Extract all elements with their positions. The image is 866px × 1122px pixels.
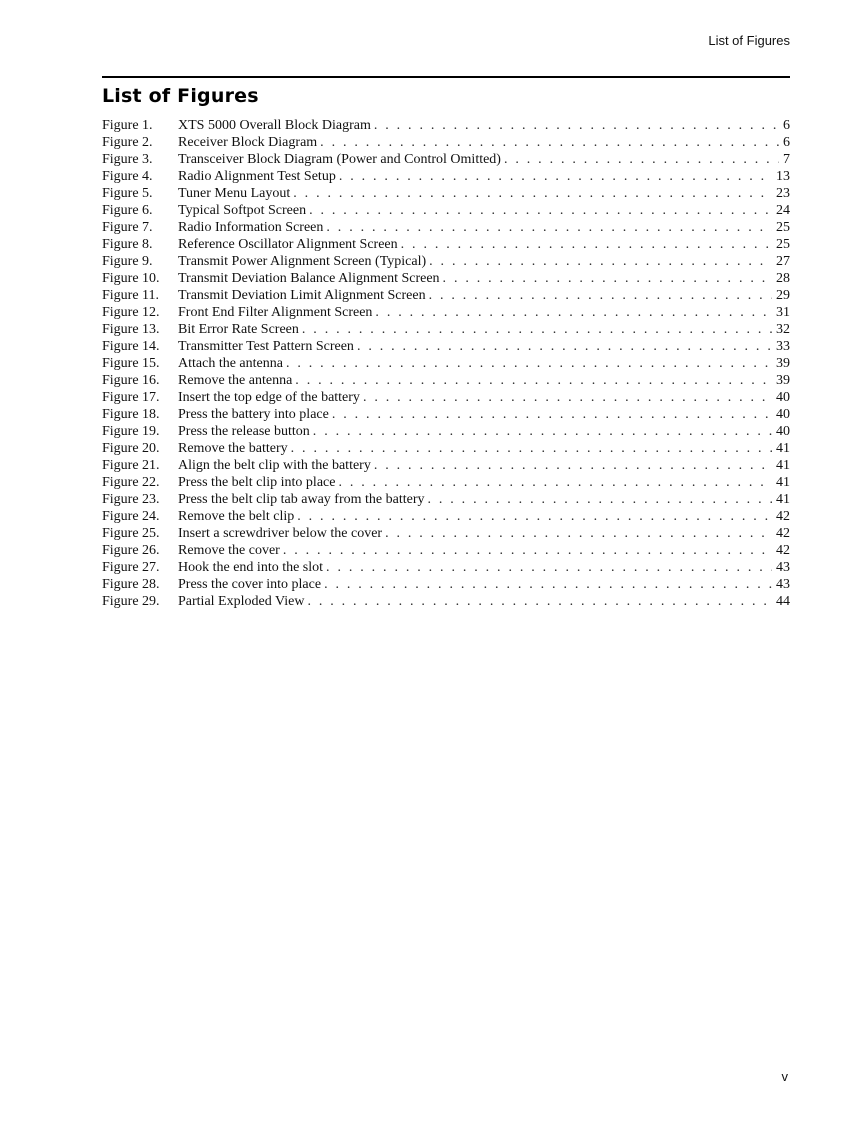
figure-title: Transmit Deviation Limit Alignment Screen	[178, 288, 426, 303]
figure-number: Figure 28.	[102, 577, 160, 592]
figure-page: 42	[776, 509, 790, 524]
figure-page: 41	[776, 441, 790, 456]
figure-number: Figure 7.	[102, 220, 153, 235]
figure-number: Figure 24.	[102, 509, 160, 524]
figure-number: Figure 19.	[102, 424, 160, 439]
figure-page: 13	[776, 169, 790, 184]
figure-page: 27	[776, 254, 790, 269]
dot-leader	[385, 525, 772, 542]
figure-page: 29	[776, 288, 790, 303]
figure-entry[interactable]	[102, 202, 790, 219]
figure-title: Transmitter Test Pattern Screen	[178, 339, 354, 354]
figure-title: Align the belt clip with the battery	[178, 458, 371, 473]
figure-number: Figure 25.	[102, 526, 160, 541]
section-title: List of Figures	[102, 85, 259, 107]
figure-page: 25	[776, 237, 790, 252]
figure-title: Press the belt clip tab away from the battery	[178, 492, 425, 507]
figure-title: Radio Information Screen	[178, 220, 324, 235]
dot-leader	[429, 287, 772, 304]
figure-entry[interactable]	[102, 287, 790, 304]
figure-title: Press the battery into place	[178, 407, 329, 422]
figure-entry[interactable]	[102, 406, 790, 423]
dot-leader	[291, 440, 772, 457]
figure-title: Partial Exploded View	[178, 594, 305, 609]
figure-number: Figure 22.	[102, 475, 160, 490]
dot-leader	[295, 372, 772, 389]
figure-page: 39	[776, 356, 790, 371]
figure-page: 42	[776, 543, 790, 558]
figure-entry[interactable]	[102, 253, 790, 270]
figure-entry[interactable]	[102, 525, 790, 542]
figure-number: Figure 9.	[102, 254, 153, 269]
figure-number: Figure 17.	[102, 390, 160, 405]
figure-entry[interactable]	[102, 372, 790, 389]
figure-number: Figure 11.	[102, 288, 160, 303]
figure-number: Figure 29.	[102, 594, 160, 609]
figure-page: 40	[776, 424, 790, 439]
header-rule	[102, 76, 790, 78]
running-header: List of Figures	[708, 33, 790, 48]
figure-entry[interactable]	[102, 151, 790, 168]
figure-title: Remove the antenna	[178, 373, 293, 388]
dot-leader	[313, 423, 772, 440]
figure-entry[interactable]	[102, 559, 790, 576]
figure-title: Remove the belt clip	[178, 509, 295, 524]
figure-title: Insert a screwdriver below the cover	[178, 526, 383, 541]
dot-leader	[286, 355, 772, 372]
figure-page: 44	[776, 594, 790, 609]
figure-title: Receiver Block Diagram	[178, 135, 318, 150]
figure-title: Remove the battery	[178, 441, 288, 456]
figure-entry[interactable]	[102, 491, 790, 508]
figure-entry[interactable]	[102, 168, 790, 185]
dot-leader	[374, 117, 779, 134]
dot-leader	[375, 304, 772, 321]
dot-leader	[324, 576, 772, 593]
figure-number: Figure 18.	[102, 407, 160, 422]
figure-number: Figure 15.	[102, 356, 160, 371]
figure-title: Tuner Menu Layout	[178, 186, 291, 201]
figure-list	[102, 117, 790, 610]
figure-number: Figure 21.	[102, 458, 160, 473]
figure-entry[interactable]	[102, 321, 790, 338]
figure-number: Figure 16.	[102, 373, 160, 388]
figure-entry[interactable]	[102, 134, 790, 151]
figure-page: 25	[776, 220, 790, 235]
figure-page: 24	[776, 203, 790, 218]
dot-leader	[401, 236, 772, 253]
figure-number: Figure 14.	[102, 339, 160, 354]
figure-page: 7	[783, 152, 790, 167]
figure-title: Radio Alignment Test Setup	[178, 169, 336, 184]
dot-leader	[307, 593, 772, 610]
figure-page: 31	[776, 305, 790, 320]
dot-leader	[302, 321, 772, 338]
figure-title: XTS 5000 Overall Block Diagram	[178, 118, 371, 133]
figure-page: 41	[776, 492, 790, 507]
dot-leader	[339, 168, 772, 185]
figure-number: Figure 3.	[102, 152, 153, 167]
figure-page: 6	[783, 118, 790, 133]
figure-page: 6	[783, 135, 790, 150]
figure-number: Figure 20.	[102, 441, 160, 456]
figure-entry[interactable]	[102, 304, 790, 321]
dot-leader	[283, 542, 772, 559]
figure-page: 42	[776, 526, 790, 541]
figure-page: 41	[776, 458, 790, 473]
dot-leader	[374, 457, 772, 474]
figure-page: 28	[776, 271, 790, 286]
figure-number: Figure 10.	[102, 271, 160, 286]
figure-entry[interactable]	[102, 355, 790, 372]
dot-leader	[326, 559, 772, 576]
figure-title: Insert the top edge of the battery	[178, 390, 360, 405]
dot-leader	[357, 338, 772, 355]
figure-page: 40	[776, 407, 790, 422]
figure-entry[interactable]	[102, 270, 790, 287]
figure-entry[interactable]	[102, 593, 790, 610]
figure-entry[interactable]	[102, 423, 790, 440]
figure-title: Transceiver Block Diagram (Power and Control Omitted)	[178, 152, 501, 167]
figure-title: Press the release button	[178, 424, 310, 439]
figure-page: 43	[776, 560, 790, 575]
figure-number: Figure 6.	[102, 203, 153, 218]
dot-leader	[504, 151, 779, 168]
figure-number: Figure 4.	[102, 169, 153, 184]
page-number: v	[781, 1069, 788, 1084]
figure-number: Figure 27.	[102, 560, 160, 575]
dot-leader	[427, 491, 772, 508]
figure-entry[interactable]	[102, 457, 790, 474]
figure-title: Transmit Deviation Balance Alignment Screen	[178, 271, 440, 286]
dot-leader	[363, 389, 772, 406]
figure-number: Figure 13.	[102, 322, 160, 337]
figure-page: 41	[776, 475, 790, 490]
dot-leader	[297, 508, 772, 525]
figure-title: Bit Error Rate Screen	[178, 322, 299, 337]
figure-page: 33	[776, 339, 790, 354]
figure-page: 39	[776, 373, 790, 388]
figure-number: Figure 1.	[102, 118, 153, 133]
dot-leader	[332, 406, 772, 423]
figure-page: 23	[776, 186, 790, 201]
figure-number: Figure 26.	[102, 543, 160, 558]
figure-title: Press the cover into place	[178, 577, 322, 592]
dot-leader	[309, 202, 772, 219]
figure-title: Press the belt clip into place	[178, 475, 336, 490]
figure-entry[interactable]	[102, 389, 790, 406]
figure-entry[interactable]	[102, 542, 790, 559]
figure-number: Figure 23.	[102, 492, 160, 507]
dot-leader	[293, 185, 772, 202]
figure-title: Transmit Power Alignment Screen (Typical)	[178, 254, 427, 269]
dot-leader	[429, 253, 772, 270]
figure-entry[interactable]	[102, 117, 790, 134]
figure-number: Figure 12.	[102, 305, 160, 320]
figure-title: Reference Oscillator Alignment Screen	[178, 237, 398, 252]
figure-entry[interactable]	[102, 440, 790, 457]
dot-leader	[443, 270, 772, 287]
figure-number: Figure 8.	[102, 237, 153, 252]
figure-entry[interactable]	[102, 474, 790, 491]
figure-page: 32	[776, 322, 790, 337]
figure-page: 43	[776, 577, 790, 592]
dot-leader	[320, 134, 779, 151]
figure-title: Attach the antenna	[178, 356, 283, 371]
figure-page: 40	[776, 390, 790, 405]
figure-title: Front End Filter Alignment Screen	[178, 305, 373, 320]
figure-entry[interactable]	[102, 338, 790, 355]
figure-title: Typical Softpot Screen	[178, 203, 307, 218]
dot-leader	[326, 219, 772, 236]
dot-leader	[338, 474, 772, 491]
figure-number: Figure 5.	[102, 186, 153, 201]
figure-title: Remove the cover	[178, 543, 280, 558]
figure-entry[interactable]	[102, 576, 790, 593]
figure-entry[interactable]	[102, 236, 790, 253]
figure-title: Hook the end into the slot	[178, 560, 324, 575]
figure-entry[interactable]	[102, 219, 790, 236]
figure-number: Figure 2.	[102, 135, 153, 150]
figure-entry[interactable]	[102, 185, 790, 202]
figure-entry[interactable]	[102, 508, 790, 525]
